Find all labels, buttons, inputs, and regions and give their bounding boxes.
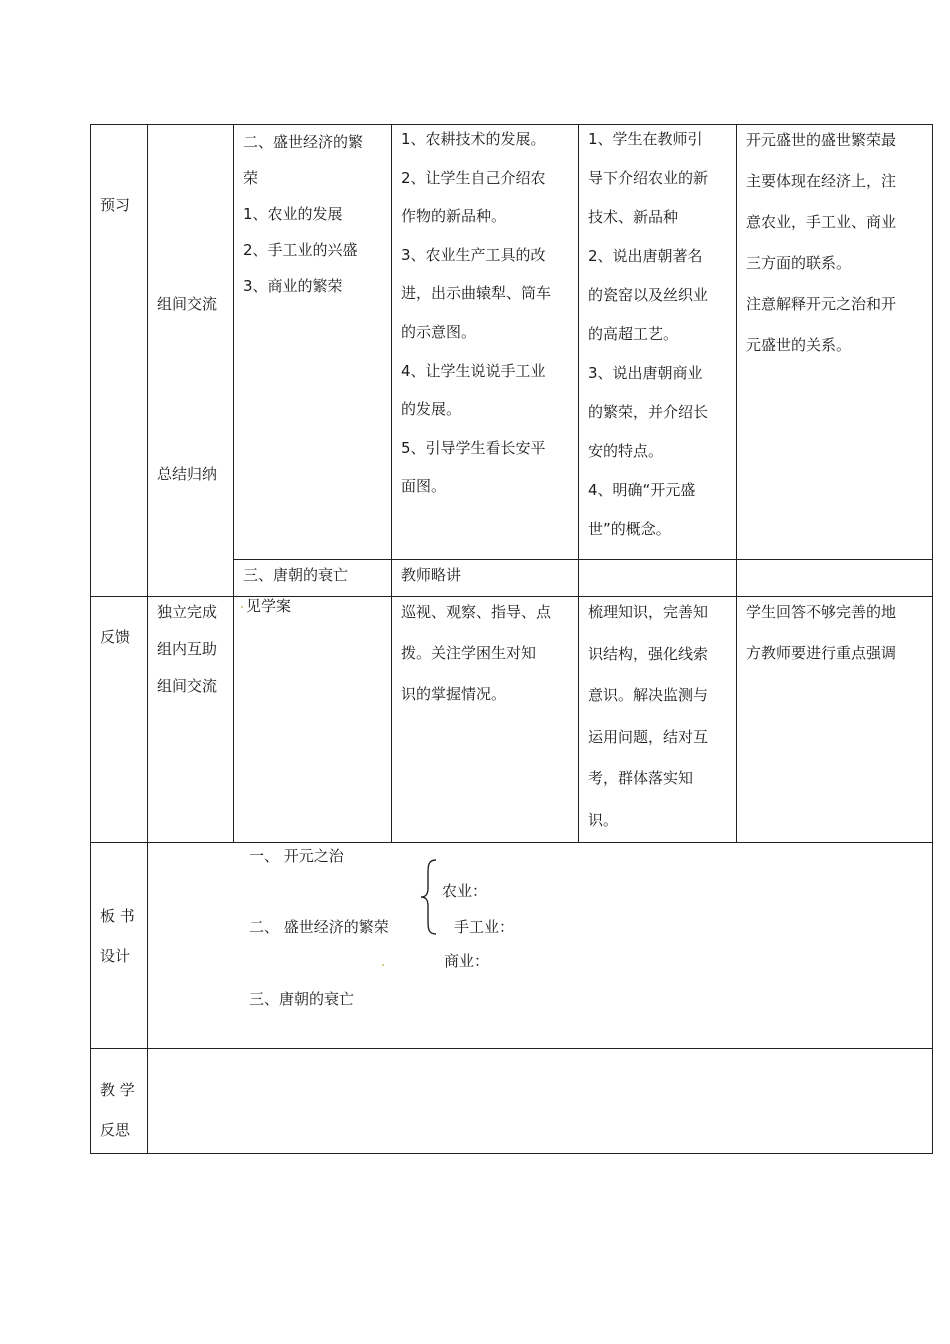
note-line: 开元盛世的盛世繁荣最 — [746, 131, 897, 149]
content-line: 1、农业的发展 — [243, 205, 343, 223]
speck — [382, 964, 384, 966]
student-line: 运用问题，结对互 — [588, 727, 709, 746]
student-line: 的繁荣，并介绍长 — [588, 403, 709, 421]
stage-reflection — [100, 1070, 146, 1150]
student-line: 识结构，强化线索 — [588, 644, 709, 663]
teacher-line: 的发展。 — [401, 400, 462, 419]
student-line: 意识。解决监测与 — [588, 686, 709, 705]
stage-line: 设计 — [100, 947, 131, 965]
note-line: 注意解释开元之治和开 — [746, 295, 897, 313]
feedback-student-activity — [588, 592, 734, 842]
teacher-line: 5、引导学生看长安平 — [401, 438, 546, 457]
board-branch-agriculture: 农业： — [442, 882, 488, 900]
activity-line: 组内互助 — [157, 640, 218, 658]
board-item-1: 一、 开元之治 — [249, 847, 344, 865]
preview-teacher-activity — [401, 120, 576, 506]
curly-brace-icon — [418, 858, 440, 936]
student-line: 识。 — [588, 810, 619, 829]
stage-line: 教 学 — [100, 1081, 135, 1099]
teacher-line: 1、农耕技术的发展。 — [401, 130, 546, 148]
note-line: 主要体现在经济上，注 — [746, 172, 897, 190]
teacher-line: 拨。关注学困生对知 — [401, 644, 537, 662]
board-branch-handicraft: 手工业： — [454, 918, 515, 936]
note-line: 元盛世的关系。 — [746, 336, 852, 354]
note-line: 三方面的联系。 — [746, 254, 852, 272]
content-line: 3、商业的繁荣 — [243, 277, 343, 295]
preview-content — [243, 124, 388, 304]
stage-line: 板 书 — [100, 907, 135, 925]
teacher-line: 识的掌握情况。 — [401, 685, 507, 703]
feedback-notes — [746, 592, 930, 674]
student-line: 梳理知识，完善知 — [588, 603, 709, 621]
activity-group-exchange: 组间交流 — [157, 295, 218, 313]
board-branch-commerce: 商业： — [444, 952, 490, 970]
content-line: 二、盛世经济的繁 — [243, 133, 364, 151]
student-line: 世”的概念。 — [588, 520, 671, 538]
note-line: 意农业，手工业、商业 — [746, 213, 897, 231]
content-line: 2、手工业的兴盛 — [243, 241, 358, 259]
student-line: 2、说出唐朝著名 — [588, 247, 703, 265]
teacher-line: 4、让学生说说手工业 — [401, 361, 546, 380]
stage-feedback: 反馈 — [100, 628, 131, 646]
preview-student-activity — [588, 120, 734, 549]
feedback-teacher-activity — [401, 592, 576, 715]
teacher-line: 巡视、观察、指导、点 — [401, 603, 552, 621]
student-line: 4、明确“开元盛 — [588, 481, 696, 499]
decline-content: 三、唐朝的衰亡 — [243, 566, 349, 584]
activity-line: 组间交流 — [157, 677, 218, 695]
preview-notes — [746, 120, 930, 366]
teacher-line: 作物的新品种。 — [401, 207, 507, 226]
activity-summary: 总结归纳 — [157, 465, 218, 483]
teacher-line: 的示意图。 — [401, 322, 477, 341]
student-line: 的高超工艺。 — [588, 325, 679, 343]
feedback-activities — [157, 594, 233, 705]
student-line: 导下介绍农业的新 — [588, 169, 709, 187]
student-line: 安的特点。 — [588, 442, 664, 460]
note-line: 方教师要进行重点强调 — [746, 644, 897, 662]
teacher-line: 面图。 — [401, 477, 447, 496]
content-line: 荣 — [243, 169, 259, 187]
student-line: 的瓷窑以及丝织业 — [588, 286, 709, 304]
board-item-3: 三、唐朝的衰亡 — [249, 990, 355, 1008]
stage-preview: 预习 — [100, 196, 131, 214]
student-line: 考，群体落实知 — [588, 769, 694, 788]
teacher-line: 3、农业生产工具的改 — [401, 245, 546, 264]
activity-line: 独立完成 — [157, 603, 218, 621]
student-line: 3、说出唐朝商业 — [588, 364, 703, 382]
stage-line: 反思 — [100, 1121, 131, 1139]
board-item-2: 二、 盛世经济的繁荣 — [249, 918, 389, 936]
feedback-content: 见学案 — [246, 597, 292, 615]
note-line: 学生回答不够完善的地 — [746, 603, 897, 621]
speck — [241, 606, 243, 608]
student-line: 1、学生在教师引 — [588, 130, 703, 148]
student-line: 技术、新品种 — [588, 208, 679, 226]
decline-teacher: 教师略讲 — [401, 566, 462, 584]
stage-board-design — [100, 896, 146, 976]
teacher-line: 2、让学生自己介绍农 — [401, 168, 546, 187]
teacher-line: 进，出示曲辕犁、筒车 — [401, 284, 552, 303]
